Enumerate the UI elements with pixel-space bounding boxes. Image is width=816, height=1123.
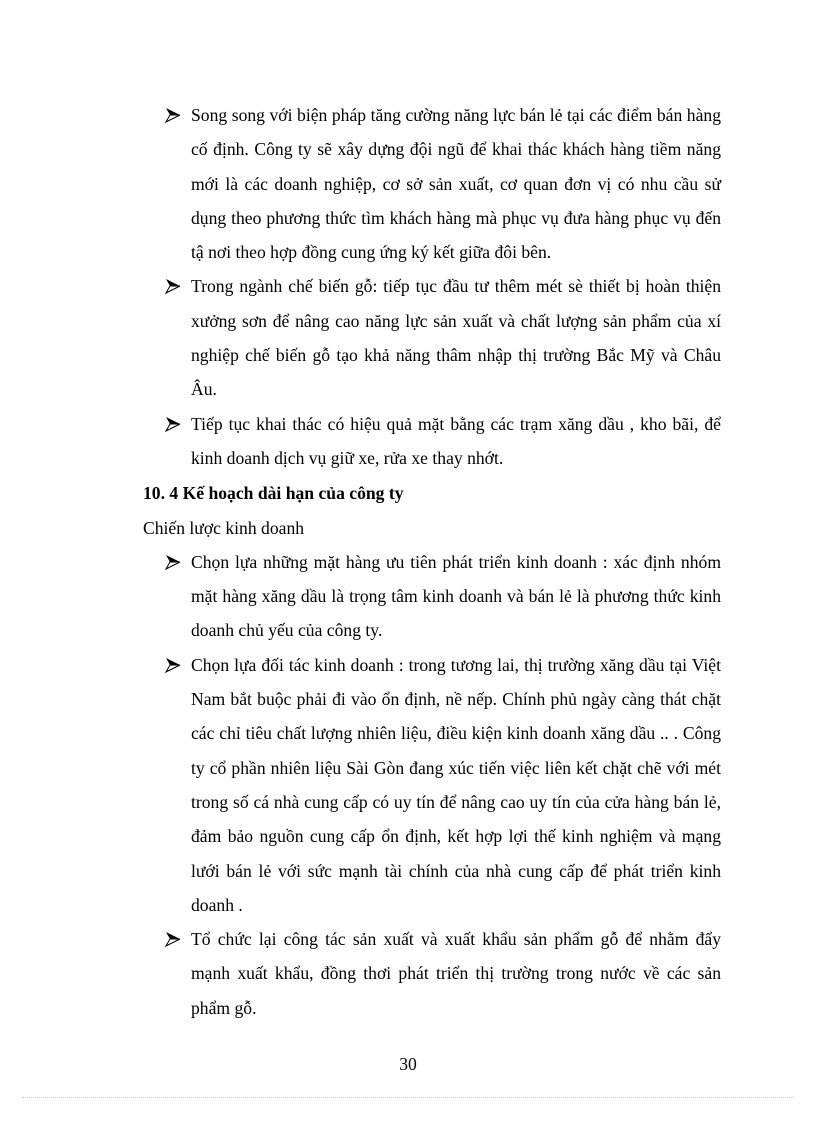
bullet-text: Tổ chức lại công tác sản xuất và xuất khẩu sản phẩm gỗ để nhằm đẩy mạnh xuất khẩu, đồng thơi phát triển thị trường trong nước về các sản phẩm gỗ. — [191, 929, 721, 1018]
arrowhead-bullet-icon — [165, 648, 181, 682]
page-bottom-divider — [22, 1097, 794, 1098]
subheading: Chiến lược kinh doanh — [143, 517, 305, 538]
arrowhead-bullet-icon — [165, 545, 181, 579]
bullet-item — [143, 545, 721, 648]
page-body — [143, 98, 721, 1025]
bullet-text: Song song với biện pháp tăng cường năng lực bán lẻ tại các điểm bán hàng cố định. Công ty sẽ xây dựng đội ngũ để khai thác khách hàng tiềm năng mới là các doanh nghiệp, cơ sở sản xuất, cơ quan đơn vị có nhu cầu sử dụng theo phương thức tìm khách hàng mà phục vụ đưa hàng phục vụ đến tậ nơi theo hợp đồng cung ứng ký kết giữa đôi bên. — [191, 105, 721, 263]
bullet-text: Chọn lựa đối tác kinh doanh : trong tương lai, thị trường xăng dầu tại Việt Nam bắt buộc phải đi vào ổn định, nề nếp. Chính phủ ngày càng thát chặt các chỉ tiêu chất lượng nhiên liệu, điều kiện kinh doanh xăng dầu .. . Công ty cổ phần nhiên liệu Sài Gòn đang xúc tiến việc liên kết chặt chẽ với mét trong số cá nhà cung cấp có uy tín để nâng cao uy tín của cửa hàng bán lẻ, đảm bảo nguồn cung cấp ổn định, kết hợp lợi thế kinh nghiệm và mạng lưới bán lẻ với sức mạnh tài chính của nhà cung cấp để phát triển kinh doanh . — [191, 654, 721, 915]
bullet-text: Chọn lựa những mặt hàng ưu tiên phát triển kinh doanh : xác định nhóm mặt hàng xăng dầu là trọng tâm kinh doanh và bán lẻ là phương thức kinh doanh chủ yếu của công ty. — [191, 551, 721, 641]
page-number: 30 — [399, 1054, 417, 1074]
arrowhead-bullet-icon — [165, 98, 181, 132]
arrowhead-bullet-icon — [165, 407, 181, 441]
bullet-text: Trong ngành chế biến gỗ: tiếp tục đầu tư thêm mét sè thiết bị hoàn thiện xưởng sơn để nâng cao năng lực sản xuất và chất lượng sản phẩm của xí nghiệp chế biến gỗ tạo khả năng thâm nhập thị trường Bắc Mỹ và Châu Âu. — [191, 276, 721, 400]
bullet-item — [143, 269, 721, 406]
bullet-item — [143, 98, 721, 269]
arrowhead-bullet-icon — [165, 922, 181, 956]
section-heading: 10. 4 Kế hoạch dài hạn của công ty — [143, 483, 404, 504]
arrowhead-bullet-icon — [165, 269, 181, 303]
bullet-text: Tiếp tục khai thác có hiệu quả mặt bằng các trạm xăng dầu , kho bãi, để kinh doanh dịch vụ giữ xe, rửa xe thay nhớt. — [191, 413, 721, 468]
bullet-item — [143, 922, 721, 1025]
bullet-item — [143, 407, 721, 476]
bullet-item — [143, 648, 721, 922]
